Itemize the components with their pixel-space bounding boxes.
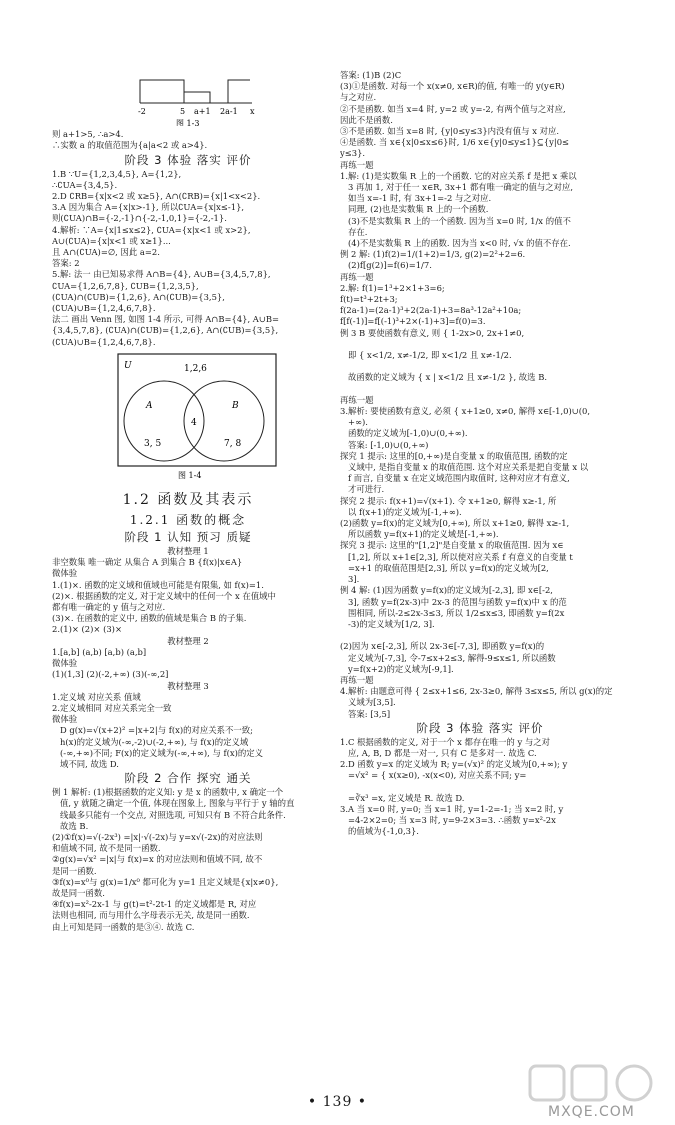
text-line: 所以函数 y=f(x+1)的定义域是[-1,+∞). — [348, 529, 499, 540]
text-line: ∴实数 a 的取值范围为{a|a<2 或 a>4}. — [52, 140, 208, 151]
text-line: (∁UA)∩(∁UB)={1,2,6}, A∩(∁UB)={3,5}, — [52, 291, 225, 302]
text-line: 3.A 因为集合 A={x|x>-1}, 所以∁UA={x|x≤-1}, — [52, 202, 245, 213]
text-line: 例 2 解: (1)f(2)=1/(1+2)=1/3, g(2)=2²+2=6. — [340, 249, 526, 260]
text-line: 教材整理 1 — [167, 546, 209, 557]
subchapter-title: 1.2.1 函数的概念 — [129, 513, 247, 528]
text-line — [340, 630, 620, 641]
text-line: 非空数集 唯一确定 从集合 A 到集合 B {f(x)|x∈A} — [52, 557, 243, 568]
text-line: 值, y 就随之确定一个值, 体现在图象上, 图象与平行于 y 轴的直 — [60, 798, 295, 809]
text-line: (∁UA)∪B={1,2,4,6,7,8}. — [52, 336, 156, 347]
text-line: 应, A, B, D 都是一对一, 只有 C 是多对一. 故选 C. — [348, 747, 537, 758]
text-line: 则 a+1>5, ∴a>4. — [52, 129, 124, 140]
chapter-title: 1.2 函数及其表示 — [122, 492, 254, 509]
text-line: 1.[a,b] (a,b) [a,b) (a,b] — [52, 646, 147, 657]
text-line: 再练一题 — [340, 271, 374, 282]
text-line: 1.C 根据函数的定义, 对于一个 x 都存在唯一的 y 与之对 — [340, 736, 550, 747]
fig13-label: -2 — [138, 107, 146, 116]
text-line: -3)的定义域为[1/2, 3]. — [348, 618, 435, 629]
venn-b-label: B — [232, 400, 239, 411]
text-line: [1,2], 所以 x+1∈[2,3], 所以使对应关系 f 有意义的自变量 t — [348, 551, 573, 562]
stage1-content — [52, 546, 324, 770]
text-line: 教材整理 3 — [167, 680, 209, 691]
text-line: 1.解: (1)是实数集 R 上的一个函数. 它的对应关系 f 是把 x 乘以 — [340, 170, 577, 181]
text-line: 与之对应. — [340, 92, 377, 103]
text-line: 2.D 函数 y=x 的定义域为 R; y=(√x)² 的定义域为[0,+∞); y — [340, 759, 568, 770]
text-line: A∪(∁UA)={x|x<1 或 x≥1}... — [52, 235, 171, 246]
text-line: (2)①f(x)=√(-2x³) =|x|·√(-2x)与 y=x√(-2x)的对应法则 — [52, 831, 263, 842]
text-line: 1.定义域 对应关系 值域 — [52, 691, 141, 702]
text-line: 探究 2 提示: f(x+1)=√(x+1). 令 x+1≥0, 解得 x≥-1, 所 — [340, 495, 557, 506]
text-line: 4.解析: 由题意可得 { 2≤x+1≤6, 2x-3≥0, 解得 3≤x≤5, 所以 g(x)的定 — [340, 686, 613, 697]
text-line: 探究 3 提示: 这里的"[1,2]"是自变量 x 的取值范围. 因为 x∈ — [340, 540, 564, 551]
text-line: =4-2×2=0; 当 x=3 时, y=9-2×3=3. ∴函数 y=x²-2x — [348, 815, 556, 826]
text-line: f(t)=t³+2t+3; — [340, 294, 398, 305]
text-line: 教材整理 2 — [167, 635, 209, 646]
text-line: =x+1 的取值范围是[2,3], 所以 y=f(x)的定义域为[2, — [348, 562, 549, 573]
text-line: (2)因为 x∈[-2,3], 所以 2x-3∈[-7,3], 即函数 y=f(x)的 — [340, 641, 545, 652]
text-line: 法二 画出 Venn 图, 如图 1-4 所示, 可得 A∩B={4}, A∪B= — [52, 314, 280, 325]
text-line: 2.(1)× (2)× (3)× — [52, 624, 122, 635]
text-line: 且 A∩(∁UA)=∅, 因此 a=2. — [52, 247, 160, 258]
text-line: f(2a-1)=(2a-1)³+2(2a-1)+3=8a³-12a²+10a; — [340, 305, 522, 316]
text-line: 存在. — [348, 226, 368, 237]
text-line: ④f(x)=x²-2x-1 与 g(t)=t²-2t-1 的定义域都是 R, 对应 — [52, 899, 257, 910]
venn-top-elements: 1,2,6 — [184, 363, 207, 374]
venn-a-only: 3, 5 — [144, 438, 162, 449]
text-line: 微体验 — [52, 714, 78, 725]
text-line: =√x² = { x(x≥0), -x(x<0), 对应关系不同; y= — [348, 770, 527, 781]
text-line: 的值域为{-1,0,3}. — [348, 826, 419, 837]
text-line: 答案: 2 — [52, 258, 80, 269]
text-line: 法则也相同, 而与用什么字母表示无关, 故是同一函数. — [52, 910, 250, 921]
text-line: ∴∁UA={3,4,5}. — [52, 179, 118, 190]
text-line: =∛x³ =x, 定义域是 R. 故选 D. — [348, 792, 465, 803]
text-line: 5.解: 法一 由已知易求得 A∩B={4}, A∪B={3,4,5,7,8}, — [52, 269, 271, 280]
text-line: 函数的定义域为[-1,0)∪(0,+∞). — [348, 428, 468, 439]
text-line: 1.(1)×. 函数的定义域和值域也可能是有限集, 如 f(x)=1. — [52, 579, 264, 590]
text-line: 因此不是函数. — [340, 114, 393, 125]
text-line: 答案: [-1,0)∪(0,+∞) — [348, 439, 429, 450]
text-line: 再练一题 — [340, 674, 374, 685]
pre-text — [52, 129, 324, 151]
text-line: 微体验 — [52, 658, 78, 669]
text-line: (2)f[g(2)]=f(6)=1/7. — [348, 260, 432, 271]
text-line: (3)不是实数集 R 上的一个函数. 因为当 x=0 时, 1/x 的值不 — [348, 215, 571, 226]
right-content — [340, 70, 620, 720]
text-line: 例 3 B 要使函数有意义, 则 { 1-2x>0, 2x+1≠0, — [340, 327, 525, 338]
text-line — [340, 339, 620, 350]
text-line: 2.解: f(1)=1³+2×1+3=6; — [340, 282, 445, 293]
text-line: h(x)的定义域为(-∞,-2)∪(-2,+∞), 与 f(x)的定义域 — [60, 736, 249, 747]
text-line: 由上可知是同一函数的是③④. 故选 C. — [52, 921, 195, 932]
text-line: 围相同, 所以-2≤2x-3≤3, 所以 1/2≤x≤3, 即函数 y=f(2x — [348, 607, 565, 618]
text-line: {3,4,5,7,8}, (∁UA)∩(∁UB)={1,2,6}, A∩(∁UB)={3,5}, — [52, 325, 279, 336]
fig13-label: a+1 — [194, 107, 211, 116]
text-line: (3)×. 在函数的定义中, 函数的值域是集合 B 的子集. — [52, 613, 247, 624]
text-line: 故函数的定义域为 { x | x<1/2 且 x≠-1/2 }, 故选 B. — [348, 372, 548, 383]
venn-intersection: 4 — [191, 417, 197, 428]
text-line: 答案: (1)B (2)C — [340, 70, 402, 80]
fig13-caption: 图 1-3 — [176, 119, 200, 126]
page-number: • 139 • — [307, 1094, 368, 1110]
venn-caption: 图 1-4 — [178, 470, 202, 480]
text-line: 线最多只能有一个交点, 对照选项, 可知只有 B 不符合此条件. — [60, 809, 286, 820]
text-line: (1)(1,3] (2)(-2,+∞) (3)(-∞,2] — [52, 669, 169, 680]
text-line: y≤3}. — [340, 148, 366, 159]
right-stage3-answers — [340, 737, 620, 838]
stage3-answers — [52, 169, 324, 348]
text-line: 答案: [3,5] — [348, 708, 391, 719]
text-line: 同理, (2)也是实数集 R 上的一个函数. — [348, 204, 489, 215]
text-line: f 而言, 自变量 x 在定义域范围内取值时, 这种对应才有意义, — [348, 473, 570, 484]
text-line — [340, 361, 620, 372]
text-line — [340, 384, 620, 395]
text-line: +∞). — [348, 417, 368, 428]
text-line: f[f(-1)]=f[(-1)³+2×(-1)+3]=f(0)=3. — [340, 316, 486, 327]
watermark-text: MXQE.COM — [548, 1104, 635, 1120]
text-line: (2)×. 根据函数的定义, 对于定义域中的任何一个 x 在值域中 — [52, 590, 276, 601]
stage1-heading: 阶段 1 认知 预习 质疑 — [124, 530, 252, 545]
text-line: 探究 1 提示: 这里的[0,+∞)是自变量 x 的取值范围, 函数的定 — [340, 450, 568, 461]
left-column — [52, 70, 324, 933]
text-line: (2)函数 y=f(x)的定义域为[0,+∞), 所以 x+1≥0, 解得 x≥-1, — [340, 518, 570, 529]
venn-b-only: 7, 8 — [224, 438, 242, 449]
text-line: 和值域不同, 故不是同一函数. — [52, 843, 161, 854]
text-line: ③f(x)=x⁰与 g(x)=1/x⁰ 都可化为 y=1 且定义域是{x|x≠0}, — [52, 876, 279, 887]
text-line: 微体验 — [52, 568, 78, 579]
text-line: 故选 B. — [60, 820, 89, 831]
text-line: 即 { x<1/2, x≠-1/2, 即 x<1/2 且 x≠-1/2. — [348, 350, 512, 361]
text-line: y=f(x+2)的定义域为[-9,1]. — [348, 663, 454, 674]
text-line: 则(∁UA)∩B={-2,-1}∩{-2,-1,0,1}={-2,-1}. — [52, 213, 227, 224]
text-line: 3.解析: 要使函数有意义, 必须 { x+1≥0, x≠0, 解得 x∈[-1,0)∪(0, — [340, 406, 591, 417]
fig13-label: 5 — [180, 107, 186, 116]
text-line: (-∞,+∞)不同; F(x)的定义域为(-∞,+∞), 与 f(x)的定义 — [60, 747, 264, 758]
text-line: 再练一题 — [340, 394, 374, 405]
text-line: 例 4 解: (1)因为函数 y=f(x)的定义域为[-2,3], 即 x∈[-2, — [340, 585, 553, 596]
text-line: ③不是函数. 如当 x=8 时, {y|0≤y≤3}内没有值与 x 对应. — [340, 126, 560, 137]
text-line: ②g(x)=√x² =|x|与 f(x)=x 的对应法则和值域不同, 故不 — [52, 854, 263, 865]
text-line: 义域中, 是指自变量 x 的取值范围. 这个对应关系是把自变量 x 以 — [348, 462, 589, 473]
text-line: D g(x)=√(x+2)² =|x+2|与 f(x)的对应关系不一致; — [60, 725, 253, 736]
text-line: ④是函数. 当 x∈{x|0≤x≤6}时, 1/6 x∈{y|0≤y≤1}⊆{y|0≤ — [340, 137, 570, 148]
venn-diagram — [52, 348, 324, 480]
text-line: ②不是函数. 如当 x=4 时, y=2 或 y=-2, 有两个值与之对应, — [340, 103, 566, 114]
text-line: 以 f(x+1)的定义域为[-1,+∞). — [348, 506, 462, 517]
right-column — [340, 70, 620, 838]
stage2-heading: 阶段 2 合作 探究 通关 — [124, 771, 252, 786]
text-line: 义域为[3,5]. — [348, 697, 396, 708]
text-line: 例 1 解析: (1)根据函数的定义知: y 是 x 的函数中, x 确定一个 — [52, 787, 284, 798]
text-line: 1.B ∵U={1,2,3,4,5}, A={1,2}, — [52, 168, 182, 179]
text-line: 如当 x=-1 时, 有 3x+1=-2 与之对应. — [348, 193, 492, 204]
text-line: 3.A 当 x=0 时, y=0; 当 x=1 时, y=1-2=-1; 当 x=2 时, y — [340, 803, 564, 814]
text-line: 故是同一函数. — [52, 887, 105, 898]
text-line: 3], 函数 y=f(2x-3)中 2x-3 的范围与函数 y=f(x)中 x 的范 — [348, 596, 567, 607]
number-line-figure — [52, 70, 324, 126]
text-line: 是同一函数. — [52, 865, 97, 876]
stage3-heading-right: 阶段 3 体验 落实 评价 — [416, 720, 544, 735]
text-line: 定义域为[-7,3], 令-7≤x+2≤3, 解得-9≤x≤1, 所以函数 — [348, 652, 556, 663]
venn-u-label: U — [124, 360, 132, 371]
text-line: 3 再加 1, 对于任一 x∈R, 3x+1 都有唯一确定的值与之对应, — [348, 182, 573, 193]
text-line: 2.定义域相同 对应关系完全一致 — [52, 702, 172, 713]
text-line: 才可进行. — [348, 484, 385, 495]
text-line: ∁UA={1,2,6,7,8}, ∁UB={1,2,3,5}, — [52, 280, 199, 291]
text-line: 2.D ∁RB={x|x<2 或 x≥5}, A∩(∁RB)={x|1<x<2}. — [52, 191, 261, 202]
text-line: 都有唯一确定的 y 值与之对应. — [52, 602, 166, 613]
text-line: (4)不是实数集 R 上的函数. 因为当 x<0 时, √x 的值不存在. — [348, 238, 571, 249]
text-line: (3)①是函数. 对每一个 x(x≠0, x∈R)的值, 有唯一的 y(y∈R) — [340, 81, 565, 92]
fig13-label: x — [250, 107, 255, 116]
text-line: (∁UA)∪B={1,2,4,6,7,8}. — [52, 303, 156, 314]
venn-a-label: A — [146, 400, 153, 411]
text-line: 3]. — [348, 574, 360, 585]
text-line: 4.解析: ∵A={x|1≤x≤2}, ∁UA={x|x<1 或 x>2}, — [52, 224, 251, 235]
text-line: 域不同, 故选 D. — [60, 758, 119, 769]
stage3-heading-left: 阶段 3 体验 落实 评价 — [124, 152, 252, 167]
stage2-content — [52, 787, 324, 933]
text-line: 再练一题 — [340, 159, 374, 170]
fig13-label: 2a-1 — [220, 107, 238, 116]
text-line — [340, 782, 620, 793]
